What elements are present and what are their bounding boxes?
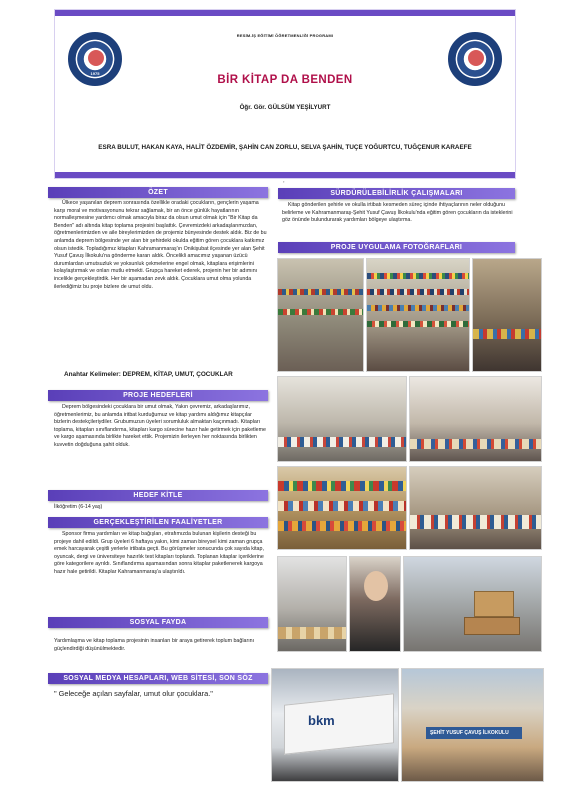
photo-group-packing [409,376,542,462]
section-heading-sosyal-fayda: SOSYAL FAYDA [48,617,268,628]
section-heading-surdurulebilirlik: SÜRDÜRÜLEBİLİRLİK ÇALIŞMALARI [278,188,515,199]
photo-student-resting-on-books [409,466,542,550]
faaliyetler-text: Sponsor firma yardımları ve kitap bağışları, etrafımızda bulunan kişilerin desteği bu projeye dahil edildi. Grup üyeleri 6 haftaya yakın, kimi zaman bireysel kimi zaman grupça emek harcayarak çeşitli yerlerle irtibata geçti. Bu görüşmeler sonucunda çok sayıda kitap, oyuncak, dergi ve üniversiteye hazırlık test kitapları toplandı. Toplanan kitaplar içeriklerine göre kategorilere ayrıldı. Sınıflandırma aşamasından sonra kitaplar paketlenerek kargoya hazır hale getirildi. Kitaplar Kahramanmaraş'a ulaştırıldı. [54,531,264,575]
poster-title: BİR KİTAP DA BENDEN [217,74,353,86]
photo-library-students [277,258,364,372]
sosyal-fayda-text: Yardımlaşma ve kitap toplama projesinin insanları bir araya getirerek toplum bağlarını güçlendirdiği düşünülmektedir. [54,638,255,652]
logo-seal-icon [468,50,484,66]
photo-student-with-books [472,258,542,372]
hedefler-text: Deprem bölgesindeki çocuklara bir umut olmak, Yakın çevremiz, arkadaşlarımız, öğretmenlerimiz, bu anlamda iritbat kurduğumuz ve kitap yardımı aldığımız kitapçılar bizlerin destekçileriydiler. Grubumuzun üyeleri sorumluluk almaktan kaçınmadı. Kitapları toplama, kitapları sınıflandırma, kitapları kargo sürecine hazır hale getirmek için paketleme ve kargo aşamasında birlikte hareket ettik. Projemizin ilerleyen her noktasında birlikten kuvvetin doğduğuna şahit olduk. [54,404,266,448]
section-heading-ozet: ÖZET [48,187,268,198]
photo-group-with-boxes [277,556,347,652]
keywords: Anahtar Kelimeler: DEPREM, KİTAP, UMUT, ÇOCUKLAR [64,371,233,378]
photo-books-on-floor [277,466,407,550]
ozet-text: Ülkece yaşanılan deprem sonrasında özellikle oradaki çocukların, gençlerin yaşama karşı moral ve motivasyonunu tekrar sağlamak, bir an önce günlük hayatlarının normalleşmesine yardımcı olmak amacıyla biraz da olsun umut olmak için "Bir Kitap da Benden" adı altında kitap toplama projesini başlattık. Çevremizdeki arkadaşlarımızdan, öğretmenlerimizden ve aile bireylerimizden de projemiz bünyesinde destek aldık. Biz de bu anlamda deprem bölgesinde yer alan bir şehirdeki okulda eğitim gören çocuklara katkımız olsun istedik. Topladığımız kitapları Kahramanmaraş'ın Onikişubat ilçesinde yer alan Şehit Yusuf Çavuş İlkokulu'na gönderme kararı aldık. Öncelikli amacımız yaşanan üzücü durumlardan umutsuzluk ve yoksunluk çekmelerine engel olmak, kitaplara erişimlerini kolaylaştırmak ve onları mutlu etmekti. Grupça hareket ederek, projenin her bir adımını incelikle gerçekleştirdik. Her bir aşamadan zevk aldık. Çocuklara umut olma yolunda ilerlediğimiz bu proje bizlere de umut oldu. [54,200,267,290]
program-name: RESİM-İŞ EĞİTİMİ ÖĞRETMENLİĞİ PROGRAMI [236,33,334,38]
photo-sorting-books-classroom [277,376,407,462]
section-heading-hedefler: PROJE HEDEFLERİ [48,390,268,401]
photo-boxes-outside [403,556,542,652]
section-heading-fotograflar: PROJE UYGULAMA FOTOĞRAFLARI [278,242,515,253]
section-heading-hedef-kitle: HEDEF KİTLE [48,490,268,501]
truck-logo: bkm [308,713,335,728]
photo-student-portrait [349,556,401,652]
teacher-name: Öğr. Gör. GÜLSÜM YEŞİLYURT [239,104,331,111]
surdurulebilirlik-text: Kitap gönderilen şehirle ve okulla irtibatı kesmeden süreç içinde ihtiyaçlarının neler olduğunu belirleme ve Kahramanmaraş-Şehit Yusuf Çavuş İlkokulu'nda eğitim gören çocukların da isteklerini göz önünde bulundurarak yardımları bölgeye ulaştırma. [282,202,513,224]
closing-quote: " Geleceğe açılan sayfalar, umut olur çocuklara." [54,689,213,698]
logo-seal-icon [88,50,104,66]
photo-school-building [401,668,544,782]
photo-bookstore-shelves [366,258,470,372]
logo-year: 1975 [90,71,100,76]
student-names: ESRA BULUT, HAKAN KAYA, HALİT ÖZDEMİR, ŞAHİN CAN ZORLU, SELVA ŞAHİN, TUÇE YOĞURTCU, TUĞÇENUR KARAEFE [98,144,472,151]
section-heading-medya: SOSYAL MEDYA HESAPLARI, WEB SİTESİ, SON SÖZ [48,673,268,684]
stray-comma: , [283,178,285,184]
school-sign: ŞEHİT YUSUF ÇAVUŞ İLKOKULU [430,730,509,736]
hedef-kitle-text: İlköğretim (6-14 yaş) [54,504,103,510]
section-heading-faaliyetler: GERÇEKLEŞTİRİLEN FAALİYETLER [48,517,268,528]
photo-cargo-truck [271,668,399,782]
poster-header [55,10,515,178]
